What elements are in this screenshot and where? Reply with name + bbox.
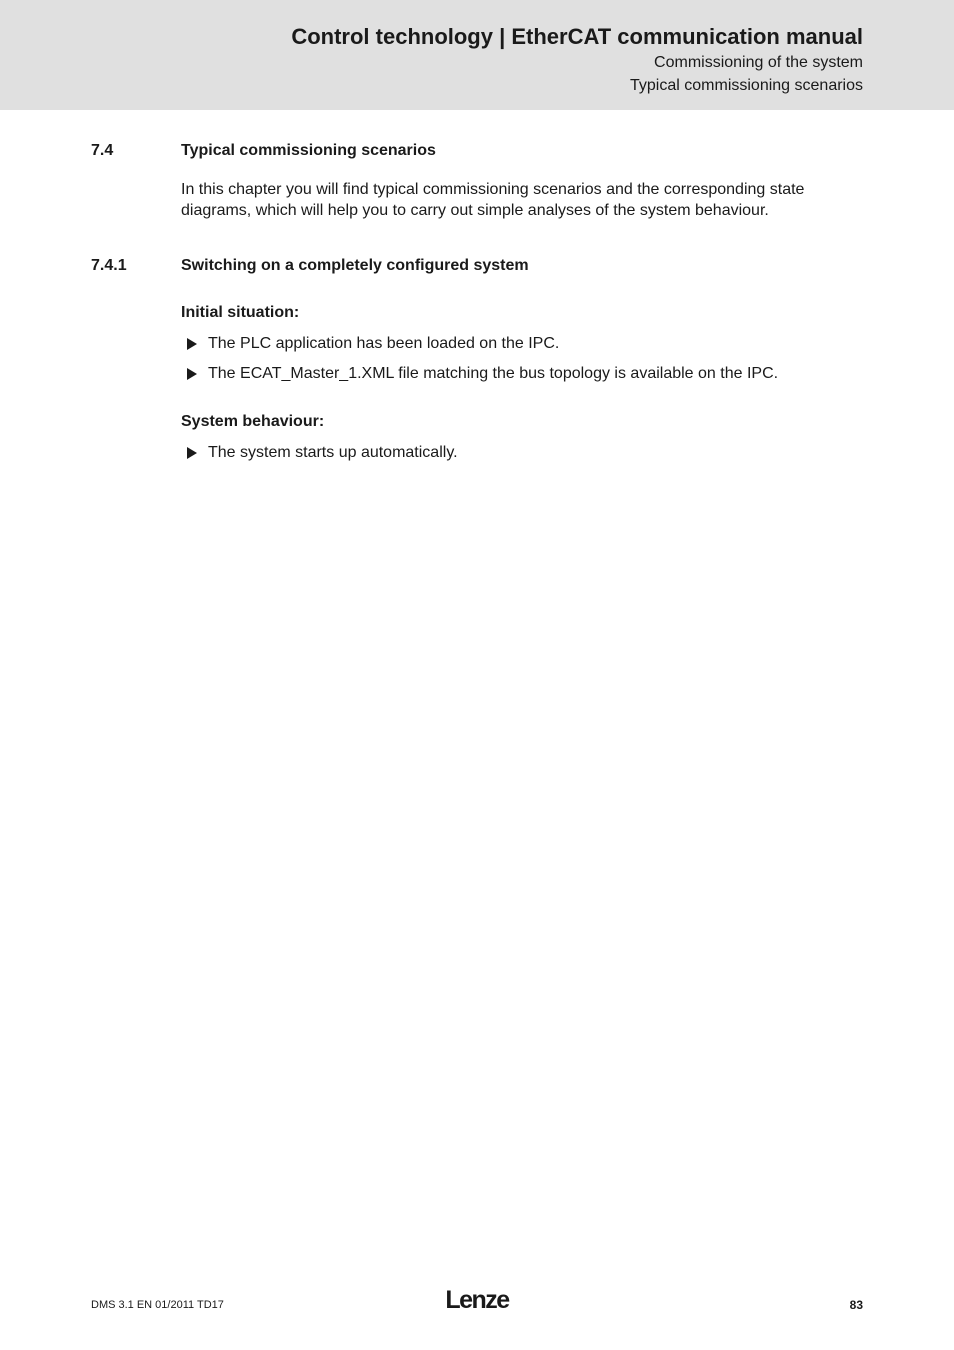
bullet-arrow-icon bbox=[187, 447, 197, 459]
lenze-logo bbox=[437, 1287, 517, 1313]
footer-document-id: DMS 3.1 EN 01/2011 TD17 bbox=[91, 1299, 224, 1311]
section-title: Typical commissioning scenarios bbox=[181, 142, 436, 159]
subsection-title: Switching on a completely configured system bbox=[181, 257, 529, 274]
header-chapter: Commissioning of the system bbox=[654, 54, 863, 71]
header-title: Control technology | EtherCAT communication manual bbox=[291, 24, 863, 49]
page-header bbox=[0, 0, 954, 110]
section-number: 7.4 bbox=[91, 142, 114, 159]
lenze-logo-text: Lenze bbox=[445, 1287, 509, 1313]
section-intro: In this chapter you will find typical commissioning scenarios and the corresponding state diagrams, which will help you to carry out simple analyses of the system behaviour. bbox=[181, 181, 805, 219]
bullet-arrow-icon bbox=[187, 368, 197, 380]
list-item-text: The system starts up automatically. bbox=[208, 444, 458, 461]
header-section: Typical commissioning scenarios bbox=[630, 77, 863, 94]
list-item-text: The PLC application has been loaded on the IPC. bbox=[208, 335, 560, 352]
page-number: 83 bbox=[849, 1298, 863, 1312]
list-item bbox=[187, 335, 559, 353]
bullet-arrow-icon bbox=[187, 338, 197, 350]
subsection-number: 7.4.1 bbox=[91, 257, 127, 274]
system-behaviour-label: System behaviour: bbox=[181, 413, 325, 430]
list-item-text: The ECAT_Master_1.XML file matching the bus topology is available on the IPC. bbox=[208, 365, 779, 382]
list-item bbox=[187, 365, 778, 383]
list-item bbox=[187, 444, 458, 462]
initial-situation-label: Initial situation: bbox=[181, 304, 300, 321]
